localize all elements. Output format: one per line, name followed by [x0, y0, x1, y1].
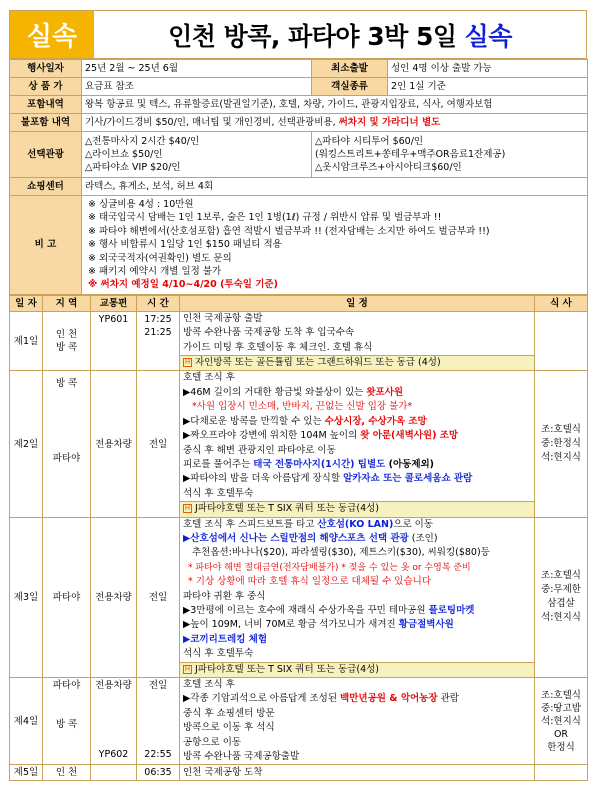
meal-text: 삼겹살 [547, 598, 575, 610]
time-text: 전일 [148, 680, 168, 691]
optional-right [312, 132, 588, 178]
highlight: 산호섬(KO LAN) [317, 518, 394, 530]
note-surcharge: ※ 써차지 예정일 4/10~4/20 (투숙일 기준) [88, 279, 278, 291]
room-value: 2인 1실 기준 [388, 78, 588, 96]
schedule-line [180, 472, 534, 486]
day1-row [10, 311, 588, 371]
day5-row [10, 765, 588, 781]
hotel-icon: H [184, 358, 191, 367]
region-text: 방 콕 [55, 342, 78, 354]
schedule-line: 공항으로 이동 [183, 736, 242, 748]
included-value: 왕복 항공료 및 텍스, 유류할증료(발권일기준), 호텔, 차량, 가이드, 관광지입장료, 식사, 여행자보험 [82, 96, 588, 114]
optional-item: △전통마사지 2시간 $40/인 [85, 136, 200, 147]
optional-left [82, 132, 312, 178]
schedule-line: ▶코끼리트레킹 체험 [183, 633, 268, 645]
text: ▶46M 길이의 거대한 황금빛 와불상이 있는 [183, 386, 367, 398]
day5-meal [535, 765, 588, 781]
note-item: ※ 패키지 예약시 개별 일정 불가 [88, 266, 222, 278]
transport-text: YP602 [98, 749, 129, 760]
shopping-label: 쇼핑센터 [10, 178, 82, 196]
schedule-line [180, 415, 534, 429]
highlight: 수상시장, 수상가옥 조망 [324, 415, 427, 427]
schedule-line [180, 386, 534, 400]
day5-time: 06:35 [137, 765, 180, 781]
highlight: 왓포사원 [366, 386, 404, 398]
schedule-line [180, 429, 534, 443]
text: ▶파타야의 밤을 더욱 아름답게 장식할 [183, 473, 344, 485]
highlight: 왓 아룬(새벽사원) 조망 [360, 430, 459, 442]
period-value: 25년 2월 ~ 25년 6월 [82, 60, 312, 78]
day4-label: 제4일 [10, 678, 43, 765]
hotel-icon: H [184, 664, 191, 673]
highlight: 황금절벽사원 [398, 619, 454, 631]
text: (아동제외) [385, 458, 435, 470]
shopping-value: 라텍스, 휴게소, 보석, 허브 4회 [82, 178, 588, 196]
time-text: 17:25 [144, 313, 172, 325]
text: 으로 이동 [393, 518, 434, 530]
excluded-label: 불포함 내역 [10, 114, 82, 132]
day3-row [10, 517, 588, 677]
region-text: 파타야 [52, 453, 81, 465]
region-text: 방 콕 [55, 719, 78, 730]
day2-label: 제2일 [10, 371, 43, 517]
meal-text: 한정식 [547, 741, 575, 753]
schedule-line: 중식 후 해변 관광지인 파타야로 이동 [183, 444, 336, 456]
page-title [94, 11, 586, 58]
day4-row [10, 678, 588, 765]
text: 관람 [437, 693, 459, 705]
region-text: 방 콕 [55, 378, 78, 390]
price-label: 상 품 가 [10, 78, 82, 96]
schedule-line: 호텔 조식 후 [183, 372, 235, 384]
title-bar [9, 10, 587, 59]
hotel-text: J파타야호텔 또는 T SIX 쿼터 또는 동급(4성) [195, 503, 379, 515]
hotel-icon: H [184, 504, 191, 513]
col-transport: 교통편 [91, 295, 137, 311]
notes-label: 비 고 [10, 196, 82, 295]
day1-time [137, 311, 180, 371]
col-meal: 식 사 [535, 295, 588, 311]
excluded-surcharge: 써차지 및 가라디너 별도 [338, 117, 441, 128]
text: ▶높이 109M, 너비 70M로 황금 석가모니가 새겨진 [183, 619, 399, 631]
schedule-table [9, 295, 588, 782]
schedule-line [180, 458, 534, 472]
day1-schedule [180, 311, 535, 371]
meal-text: 중:무제한 [541, 584, 581, 596]
note-item: ※ 행사 비합류시 1일당 1인 $150 패널티 적용 [88, 239, 282, 251]
text: 피로를 풀어주는 [183, 458, 254, 470]
meal-text: 조:호텔식 [541, 689, 581, 701]
col-day: 일 자 [10, 295, 43, 311]
day5-transport [91, 765, 137, 781]
schedule-line [180, 518, 534, 532]
day4-time [137, 678, 180, 765]
min-departure-label: 최소출발 [312, 60, 388, 78]
text: (조인) [408, 532, 438, 544]
day5-schedule: 인천 국제공항 도착 [180, 765, 535, 781]
schedule-line: 방콕 수완나품 국제공항 도착 후 입국수속 [183, 327, 355, 339]
region-text: 파타야 [52, 680, 81, 691]
day2-row [10, 371, 588, 517]
period-label: 행사일자 [10, 60, 82, 78]
schedule-line: 가이드 미팅 후 호텔이동 후 체크인. 호텔 휴식 [183, 341, 373, 353]
text: ▶다채로운 방콕을 만끽할 수 있는 [183, 415, 325, 427]
day2-meal [535, 371, 588, 517]
schedule-line: *사원 입장시 민소매, 반바지, 끈없는 신발 입장 불가* [192, 401, 413, 413]
note-item: ※ 싱글비용 4성 : 10만원 [88, 199, 194, 210]
optional-item: △옷시암크루즈+아시아티크$60/인 [315, 162, 462, 173]
optional-item: (워킹스트리트+쏭테우+맥주OR음료1잔제공) [315, 149, 506, 160]
meal-text: 석:현지식 [541, 612, 581, 624]
meal-text: 중:한정식 [541, 438, 581, 449]
day4-region [43, 678, 91, 765]
optional-label: 선택관광 [10, 132, 82, 178]
schedule-line: 중식 후 쇼핑센터 방문 [183, 707, 275, 719]
day2-region [43, 371, 91, 517]
schedule-line: 인천 국제공항 출발 [183, 312, 263, 324]
schedule-line [180, 692, 534, 706]
day2-time: 전일 [137, 371, 180, 517]
day1-region [43, 311, 91, 371]
optional-item: △라이브쇼 $50/인 [85, 149, 163, 160]
day2-schedule [180, 371, 535, 517]
title-accent: 실속 [464, 21, 512, 51]
meal-text: 석:현지식 [541, 715, 581, 727]
transport-text: 전용차량 [95, 680, 132, 691]
day4-transport [91, 678, 137, 765]
notes-list [82, 196, 588, 295]
schedule-line: * 파타야 해변 절대금연(전자담배불가) * 젖을 수 있는 옷 or 수영복 준비 [188, 562, 471, 573]
col-schedule: 일 정 [180, 295, 535, 311]
info-table [9, 59, 588, 295]
day1-transport: YP601 [91, 311, 137, 371]
text: ▶짜오프라야 강변에 위치한 104M 높이의 [183, 430, 361, 442]
meal-text: OR [553, 728, 569, 740]
meal-text: 중:땅고밥 [541, 702, 581, 714]
schedule-line [180, 604, 534, 618]
day4-meal [535, 678, 588, 765]
day2-transport: 전용차량 [91, 371, 137, 517]
day3-meal [535, 517, 588, 677]
schedule-line [180, 618, 534, 632]
text: ▶각종 기암괴석으로 아름답게 조성된 [183, 693, 341, 705]
meal-text: 석:현지식 [541, 452, 581, 463]
day3-time: 전일 [137, 517, 180, 677]
hotel-text: 자인방콕 또는 골든튤립 또는 그랜드하워드 또는 동급 (4성) [195, 357, 441, 369]
schedule-line: 방콕으로 이동 후 석식 [183, 722, 275, 734]
highlight: ▶산호섬에서 신나는 스릴만점의 해양스포츠 선택 관광 [183, 532, 409, 544]
excluded-value [82, 114, 588, 132]
day3-label: 제3일 [10, 517, 43, 677]
hotel-text: J파타야호텔 또는 T SIX 쿼터 또는 동급(4성) [195, 663, 379, 675]
day4-schedule [180, 678, 535, 765]
day3-schedule [180, 517, 535, 677]
note-item: ※ 외국국적자(여권확인) 별도 문의 [88, 252, 232, 264]
schedule-line: 석식 후 호텔투숙 [183, 648, 254, 660]
day3-hotel [180, 662, 534, 677]
day1-meal [535, 311, 588, 371]
day3-region: 파타야 [43, 517, 91, 677]
schedule-line: 호텔 조식 후 [183, 679, 235, 690]
schedule-line: * 기상 상황에 따라 호텔 휴식 일정으로 대체될 수 있습니다 [188, 576, 431, 588]
highlight: 태국 전통마사지(1시간) 팁별도 [253, 458, 386, 470]
day1-hotel [180, 355, 534, 370]
day5-label: 제5일 [10, 765, 43, 781]
meal-text: 조:호텔식 [541, 424, 581, 435]
note-item: ※ 파타야 해변에서(산호섬포함) 흡연 적발시 벌금부과 !! (전자담배는 소지만 하여도 벌금부과 !!) [88, 225, 490, 237]
optional-item: △파타야쇼 VIP $20/인 [85, 162, 181, 173]
day2-hotel [180, 501, 534, 516]
col-time: 시 간 [137, 295, 180, 311]
highlight: 플로팅마켓 [428, 604, 475, 616]
meal-text: 조:호텔식 [541, 570, 581, 582]
region-text: 인 천 [55, 329, 78, 341]
day1-label: 제1일 [10, 311, 43, 371]
included-label: 포함내역 [10, 96, 82, 114]
text: 호텔 조식 후 스피드보트를 타고 [183, 518, 318, 530]
excluded-text: 기사/가이드경비 $50/인, 매너팁 및 개인경비, 선택관광비용, [85, 117, 336, 128]
highlight: 알카자쇼 또는 콜로세움쇼 관람 [343, 473, 473, 485]
highlight: 백만년공원 & 악어농장 [340, 693, 438, 705]
room-label: 객실종류 [312, 78, 388, 96]
min-departure-value: 성인 4명 이상 출발 가능 [388, 60, 588, 78]
col-region: 지 역 [43, 295, 91, 311]
day5-region: 인 천 [43, 765, 91, 781]
day3-transport: 전용차량 [91, 517, 137, 677]
title-main: 인천 방콕, 파타야 3박 5일 [168, 21, 457, 51]
price-value: 요금표 참조 [82, 78, 312, 96]
time-text: 21:25 [144, 326, 172, 338]
time-text: 22:55 [144, 749, 172, 760]
note-item: ※ 태국입국시 담배는 1인 1보루, 술은 1인 1병(1ℓ) 규정 / 위반시 압류 및 벌금부과 !! [88, 212, 442, 224]
schedule-line: 석식 후 호텔투숙 [183, 487, 254, 499]
product-badge: 실속 [10, 11, 94, 58]
schedule-line: 파타야 귀환 후 중식 [183, 590, 266, 602]
schedule-line [180, 532, 534, 546]
optional-item: △파타야 시티투어 $60/인 [315, 136, 424, 147]
text: ▶3만평에 이르는 호수에 재래식 수상가옥을 꾸민 테마공원 [183, 604, 429, 616]
schedule-line: 방콕 수완나품 국제공항출발 [183, 751, 300, 763]
schedule-line: 추천옵션:바나나($20), 파라셀링($30), 제트스키($30), 씨워킹($80)등 [192, 547, 490, 559]
